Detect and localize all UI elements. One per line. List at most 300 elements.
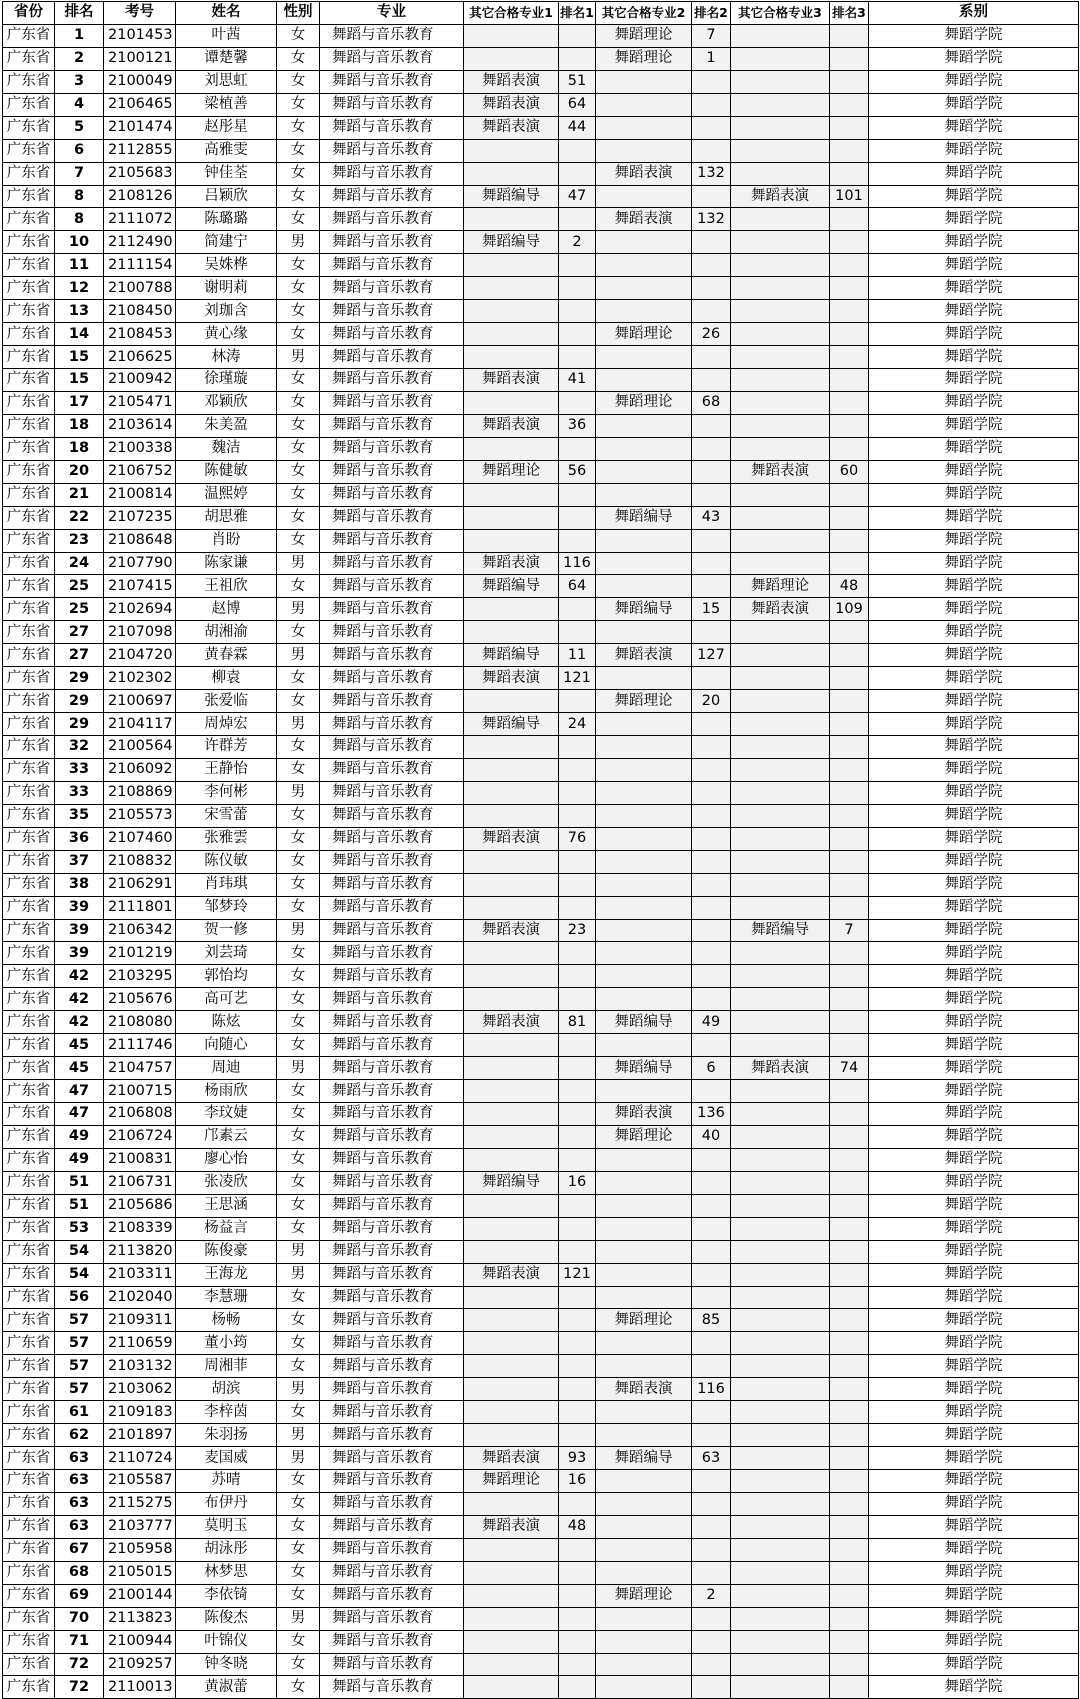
name-cell: 周焯宏 bbox=[176, 713, 277, 736]
rank-cell: 42 bbox=[55, 1011, 104, 1034]
major-cell: 舞蹈与音乐教育 bbox=[320, 506, 464, 529]
rank-cell: 42 bbox=[55, 965, 104, 988]
rank-1-cell bbox=[559, 47, 596, 70]
rank-2-cell bbox=[692, 713, 731, 736]
department-cell: 舞蹈学院 bbox=[869, 896, 1079, 919]
rank-2-cell bbox=[692, 1171, 731, 1194]
gender-cell: 男 bbox=[277, 1240, 320, 1263]
exam-id-cell: 2100049 bbox=[104, 70, 176, 93]
other-major-3-cell bbox=[731, 1378, 830, 1401]
table-row bbox=[3, 1447, 1079, 1470]
other-major-2-cell bbox=[596, 1034, 692, 1057]
other-major-3-cell bbox=[731, 552, 830, 575]
province-cell: 广东省 bbox=[3, 713, 55, 736]
rank-2-cell bbox=[692, 850, 731, 873]
other-major-3-cell bbox=[731, 208, 830, 231]
major-cell: 舞蹈与音乐教育 bbox=[320, 896, 464, 919]
department-cell: 舞蹈学院 bbox=[869, 965, 1079, 988]
major-cell: 舞蹈与音乐教育 bbox=[320, 70, 464, 93]
column-header-exam-id: 考号 bbox=[104, 2, 176, 25]
exam-id-cell: 2108648 bbox=[104, 529, 176, 552]
rank-3-cell bbox=[830, 231, 869, 254]
rank-3-cell bbox=[830, 1653, 869, 1676]
rank-cell: 25 bbox=[55, 575, 104, 598]
rank-1-cell: 64 bbox=[559, 93, 596, 116]
exam-id-cell: 2112490 bbox=[104, 231, 176, 254]
table-row bbox=[3, 1378, 1079, 1401]
other-major-3-cell bbox=[731, 1584, 830, 1607]
department-cell: 舞蹈学院 bbox=[869, 24, 1079, 47]
table-row bbox=[3, 1332, 1079, 1355]
table-row bbox=[3, 1470, 1079, 1493]
other-major-2-cell bbox=[596, 1424, 692, 1447]
province-cell: 广东省 bbox=[3, 323, 55, 346]
other-major-2-cell: 舞蹈理论 bbox=[596, 690, 692, 713]
other-major-1-cell bbox=[464, 1653, 559, 1676]
other-major-1-cell bbox=[464, 437, 559, 460]
major-cell: 舞蹈与音乐教育 bbox=[320, 1217, 464, 1240]
other-major-1-cell: 舞蹈表演 bbox=[464, 919, 559, 942]
rank-3-cell bbox=[830, 965, 869, 988]
province-cell: 广东省 bbox=[3, 70, 55, 93]
other-major-3-cell bbox=[731, 1103, 830, 1126]
rank-1-cell bbox=[559, 758, 596, 781]
rank-cell: 45 bbox=[55, 1034, 104, 1057]
table-row bbox=[3, 1515, 1079, 1538]
rank-cell: 35 bbox=[55, 804, 104, 827]
exam-id-cell: 2110724 bbox=[104, 1447, 176, 1470]
rank-3-cell bbox=[830, 391, 869, 414]
rank-1-cell bbox=[559, 1057, 596, 1080]
other-major-2-cell bbox=[596, 736, 692, 759]
name-cell: 陈仪敏 bbox=[176, 850, 277, 873]
other-major-1-cell bbox=[464, 1538, 559, 1561]
other-major-3-cell bbox=[731, 850, 830, 873]
province-cell: 广东省 bbox=[3, 231, 55, 254]
province-cell: 广东省 bbox=[3, 1171, 55, 1194]
other-major-3-cell bbox=[731, 1125, 830, 1148]
rank-2-cell: 63 bbox=[692, 1447, 731, 1470]
exam-id-cell: 2100814 bbox=[104, 483, 176, 506]
rank-1-cell bbox=[559, 942, 596, 965]
rank-3-cell bbox=[830, 1263, 869, 1286]
table-row bbox=[3, 1171, 1079, 1194]
rank-1-cell bbox=[559, 736, 596, 759]
table-row bbox=[3, 1309, 1079, 1332]
department-cell: 舞蹈学院 bbox=[869, 552, 1079, 575]
major-cell: 舞蹈与音乐教育 bbox=[320, 1470, 464, 1493]
major-cell: 舞蹈与音乐教育 bbox=[320, 1515, 464, 1538]
gender-cell: 女 bbox=[277, 1103, 320, 1126]
province-cell: 广东省 bbox=[3, 208, 55, 231]
header-row bbox=[3, 2, 1079, 25]
other-major-2-cell bbox=[596, 850, 692, 873]
table-row bbox=[3, 690, 1079, 713]
other-major-3-cell bbox=[731, 162, 830, 185]
gender-cell: 女 bbox=[277, 483, 320, 506]
major-cell: 舞蹈与音乐教育 bbox=[320, 231, 464, 254]
exam-id-cell: 2111154 bbox=[104, 254, 176, 277]
province-cell: 广东省 bbox=[3, 1538, 55, 1561]
rank-1-cell bbox=[559, 300, 596, 323]
gender-cell: 男 bbox=[277, 1607, 320, 1630]
rank-3-cell bbox=[830, 323, 869, 346]
rank-cell: 45 bbox=[55, 1057, 104, 1080]
rank-2-cell bbox=[692, 1240, 731, 1263]
name-cell: 黄心缘 bbox=[176, 323, 277, 346]
other-major-1-cell bbox=[464, 736, 559, 759]
province-cell: 广东省 bbox=[3, 1034, 55, 1057]
table-row bbox=[3, 758, 1079, 781]
rank-1-cell bbox=[559, 1561, 596, 1584]
other-major-1-cell: 舞蹈编导 bbox=[464, 644, 559, 667]
name-cell: 胡湘渝 bbox=[176, 621, 277, 644]
rank-3-cell bbox=[830, 1447, 869, 1470]
exam-id-cell: 2111072 bbox=[104, 208, 176, 231]
rank-1-cell bbox=[559, 1355, 596, 1378]
exam-id-cell: 2105573 bbox=[104, 804, 176, 827]
department-cell: 舞蹈学院 bbox=[869, 1630, 1079, 1653]
department-cell: 舞蹈学院 bbox=[869, 460, 1079, 483]
other-major-2-cell bbox=[596, 70, 692, 93]
other-major-1-cell bbox=[464, 1309, 559, 1332]
province-cell: 广东省 bbox=[3, 1492, 55, 1515]
rank-2-cell: 6 bbox=[692, 1057, 731, 1080]
other-major-3-cell bbox=[731, 1263, 830, 1286]
gender-cell: 女 bbox=[277, 1584, 320, 1607]
other-major-2-cell bbox=[596, 896, 692, 919]
rank-2-cell: 40 bbox=[692, 1125, 731, 1148]
name-cell: 陈俊豪 bbox=[176, 1240, 277, 1263]
province-cell: 广东省 bbox=[3, 552, 55, 575]
other-major-2-cell bbox=[596, 437, 692, 460]
rank-2-cell bbox=[692, 460, 731, 483]
gender-cell: 女 bbox=[277, 621, 320, 644]
department-cell: 舞蹈学院 bbox=[869, 346, 1079, 369]
rank-3-cell bbox=[830, 1355, 869, 1378]
other-major-1-cell bbox=[464, 988, 559, 1011]
exam-id-cell: 2109257 bbox=[104, 1653, 176, 1676]
major-cell: 舞蹈与音乐教育 bbox=[320, 942, 464, 965]
other-major-2-cell bbox=[596, 185, 692, 208]
province-cell: 广东省 bbox=[3, 1470, 55, 1493]
province-cell: 广东省 bbox=[3, 850, 55, 873]
other-major-1-cell: 舞蹈表演 bbox=[464, 667, 559, 690]
rank-2-cell: 68 bbox=[692, 391, 731, 414]
other-major-2-cell bbox=[596, 414, 692, 437]
rank-2-cell bbox=[692, 1217, 731, 1240]
department-cell: 舞蹈学院 bbox=[869, 1080, 1079, 1103]
other-major-2-cell bbox=[596, 1538, 692, 1561]
rank-1-cell: 51 bbox=[559, 70, 596, 93]
department-cell: 舞蹈学院 bbox=[869, 598, 1079, 621]
rank-1-cell bbox=[559, 1424, 596, 1447]
exam-id-cell: 2111801 bbox=[104, 896, 176, 919]
province-cell: 广东省 bbox=[3, 1286, 55, 1309]
other-major-1-cell: 舞蹈编导 bbox=[464, 185, 559, 208]
rank-2-cell bbox=[692, 1515, 731, 1538]
rank-3-cell bbox=[830, 1492, 869, 1515]
department-cell: 舞蹈学院 bbox=[869, 414, 1079, 437]
other-major-3-cell bbox=[731, 1676, 830, 1699]
other-major-2-cell bbox=[596, 965, 692, 988]
rank-3-cell bbox=[830, 1630, 869, 1653]
exam-id-cell: 2104720 bbox=[104, 644, 176, 667]
rank-3-cell bbox=[830, 47, 869, 70]
other-major-2-cell bbox=[596, 1194, 692, 1217]
exam-id-cell: 2105683 bbox=[104, 162, 176, 185]
name-cell: 李依锜 bbox=[176, 1584, 277, 1607]
major-cell: 舞蹈与音乐教育 bbox=[320, 758, 464, 781]
rank-2-cell bbox=[692, 667, 731, 690]
other-major-2-cell bbox=[596, 1171, 692, 1194]
table-row bbox=[3, 391, 1079, 414]
exam-id-cell: 2103311 bbox=[104, 1263, 176, 1286]
major-cell: 舞蹈与音乐教育 bbox=[320, 1676, 464, 1699]
other-major-2-cell: 舞蹈表演 bbox=[596, 1378, 692, 1401]
name-cell: 陈璐璐 bbox=[176, 208, 277, 231]
major-cell: 舞蹈与音乐教育 bbox=[320, 1607, 464, 1630]
rank-2-cell bbox=[692, 827, 731, 850]
name-cell: 高雅雯 bbox=[176, 139, 277, 162]
exam-id-cell: 2104757 bbox=[104, 1057, 176, 1080]
other-major-3-cell bbox=[731, 713, 830, 736]
other-major-1-cell bbox=[464, 162, 559, 185]
province-cell: 广东省 bbox=[3, 667, 55, 690]
name-cell: 钟冬晓 bbox=[176, 1653, 277, 1676]
other-major-3-cell bbox=[731, 300, 830, 323]
table-row bbox=[3, 1676, 1079, 1699]
rank-1-cell: 76 bbox=[559, 827, 596, 850]
other-major-1-cell bbox=[464, 1401, 559, 1424]
department-cell: 舞蹈学院 bbox=[869, 919, 1079, 942]
other-major-2-cell bbox=[596, 139, 692, 162]
rank-2-cell bbox=[692, 414, 731, 437]
rank-3-cell bbox=[830, 1286, 869, 1309]
other-major-2-cell bbox=[596, 1470, 692, 1493]
name-cell: 朱羽扬 bbox=[176, 1424, 277, 1447]
rank-cell: 29 bbox=[55, 690, 104, 713]
other-major-3-cell bbox=[731, 942, 830, 965]
rank-1-cell bbox=[559, 1538, 596, 1561]
gender-cell: 女 bbox=[277, 208, 320, 231]
rank-2-cell: 20 bbox=[692, 690, 731, 713]
other-major-3-cell bbox=[731, 70, 830, 93]
rank-2-cell bbox=[692, 231, 731, 254]
rank-1-cell bbox=[559, 437, 596, 460]
rank-1-cell: 116 bbox=[559, 552, 596, 575]
exam-id-cell: 2104117 bbox=[104, 713, 176, 736]
major-cell: 舞蹈与音乐教育 bbox=[320, 644, 464, 667]
rank-2-cell bbox=[692, 1332, 731, 1355]
rank-1-cell bbox=[559, 208, 596, 231]
rank-1-cell: 24 bbox=[559, 713, 596, 736]
other-major-1-cell bbox=[464, 300, 559, 323]
column-header-rank-2: 排名2 bbox=[692, 2, 731, 25]
name-cell: 贺一修 bbox=[176, 919, 277, 942]
gender-cell: 女 bbox=[277, 70, 320, 93]
name-cell: 许群芳 bbox=[176, 736, 277, 759]
other-major-1-cell: 舞蹈理论 bbox=[464, 460, 559, 483]
other-major-1-cell: 舞蹈编导 bbox=[464, 1171, 559, 1194]
rank-2-cell bbox=[692, 965, 731, 988]
rank-3-cell bbox=[830, 437, 869, 460]
table-row bbox=[3, 414, 1079, 437]
department-cell: 舞蹈学院 bbox=[869, 758, 1079, 781]
other-major-3-cell bbox=[731, 667, 830, 690]
rank-2-cell bbox=[692, 1401, 731, 1424]
rank-3-cell bbox=[830, 1194, 869, 1217]
rank-1-cell bbox=[559, 804, 596, 827]
rank-1-cell bbox=[559, 1630, 596, 1653]
rank-1-cell: 48 bbox=[559, 1515, 596, 1538]
exam-id-cell: 2105958 bbox=[104, 1538, 176, 1561]
rank-3-cell bbox=[830, 414, 869, 437]
province-cell: 广东省 bbox=[3, 1217, 55, 1240]
province-cell: 广东省 bbox=[3, 1676, 55, 1699]
province-cell: 广东省 bbox=[3, 1630, 55, 1653]
column-header-rank: 排名 bbox=[55, 2, 104, 25]
other-major-3-cell bbox=[731, 24, 830, 47]
province-cell: 广东省 bbox=[3, 300, 55, 323]
major-cell: 舞蹈与音乐教育 bbox=[320, 483, 464, 506]
province-cell: 广东省 bbox=[3, 1194, 55, 1217]
rank-cell: 36 bbox=[55, 827, 104, 850]
rank-2-cell bbox=[692, 139, 731, 162]
rank-2-cell: 85 bbox=[692, 1309, 731, 1332]
other-major-2-cell bbox=[596, 1515, 692, 1538]
rank-2-cell bbox=[692, 758, 731, 781]
table-row bbox=[3, 323, 1079, 346]
province-cell: 广东省 bbox=[3, 93, 55, 116]
other-major-3-cell bbox=[731, 414, 830, 437]
name-cell: 谢明莉 bbox=[176, 277, 277, 300]
rank-2-cell bbox=[692, 277, 731, 300]
name-cell: 吕颖欣 bbox=[176, 185, 277, 208]
other-major-2-cell bbox=[596, 1240, 692, 1263]
province-cell: 广东省 bbox=[3, 414, 55, 437]
table-row bbox=[3, 988, 1079, 1011]
column-header-name: 姓名 bbox=[176, 2, 277, 25]
other-major-3-cell: 舞蹈表演 bbox=[731, 185, 830, 208]
province-cell: 广东省 bbox=[3, 185, 55, 208]
rank-cell: 25 bbox=[55, 598, 104, 621]
rank-1-cell bbox=[559, 1607, 596, 1630]
other-major-3-cell bbox=[731, 965, 830, 988]
other-major-3-cell bbox=[731, 758, 830, 781]
rank-1-cell: 121 bbox=[559, 1263, 596, 1286]
department-cell: 舞蹈学院 bbox=[869, 644, 1079, 667]
rank-cell: 8 bbox=[55, 185, 104, 208]
major-cell: 舞蹈与音乐教育 bbox=[320, 1378, 464, 1401]
rank-3-cell bbox=[830, 1148, 869, 1171]
gender-cell: 女 bbox=[277, 988, 320, 1011]
name-cell: 吴姝桦 bbox=[176, 254, 277, 277]
rank-cell: 27 bbox=[55, 621, 104, 644]
exam-id-cell: 2106808 bbox=[104, 1103, 176, 1126]
other-major-3-cell bbox=[731, 736, 830, 759]
exam-id-cell: 2108126 bbox=[104, 185, 176, 208]
other-major-1-cell bbox=[464, 1378, 559, 1401]
rank-2-cell: 116 bbox=[692, 1378, 731, 1401]
gender-cell: 女 bbox=[277, 1355, 320, 1378]
department-cell: 舞蹈学院 bbox=[869, 781, 1079, 804]
other-major-3-cell bbox=[731, 1286, 830, 1309]
department-cell: 舞蹈学院 bbox=[869, 1034, 1079, 1057]
rank-cell: 29 bbox=[55, 713, 104, 736]
exam-id-cell: 2102040 bbox=[104, 1286, 176, 1309]
province-cell: 广东省 bbox=[3, 621, 55, 644]
gender-cell: 女 bbox=[277, 1171, 320, 1194]
other-major-3-cell bbox=[731, 254, 830, 277]
name-cell: 麦国威 bbox=[176, 1447, 277, 1470]
rank-2-cell: 132 bbox=[692, 162, 731, 185]
rank-cell: 18 bbox=[55, 414, 104, 437]
department-cell: 舞蹈学院 bbox=[869, 1538, 1079, 1561]
province-cell: 广东省 bbox=[3, 1561, 55, 1584]
name-cell: 王海龙 bbox=[176, 1263, 277, 1286]
rank-1-cell bbox=[559, 1217, 596, 1240]
exam-id-cell: 2100944 bbox=[104, 1630, 176, 1653]
rank-2-cell bbox=[692, 621, 731, 644]
rank-3-cell: 74 bbox=[830, 1057, 869, 1080]
other-major-1-cell: 舞蹈编导 bbox=[464, 575, 559, 598]
table-row bbox=[3, 1034, 1079, 1057]
gender-cell: 女 bbox=[277, 1034, 320, 1057]
name-cell: 董小筠 bbox=[176, 1332, 277, 1355]
table-row bbox=[3, 1217, 1079, 1240]
other-major-2-cell bbox=[596, 1217, 692, 1240]
other-major-3-cell bbox=[731, 1080, 830, 1103]
rank-cell: 33 bbox=[55, 781, 104, 804]
other-major-2-cell bbox=[596, 575, 692, 598]
rank-cell: 49 bbox=[55, 1125, 104, 1148]
other-major-1-cell bbox=[464, 1607, 559, 1630]
rank-1-cell bbox=[559, 1286, 596, 1309]
other-major-3-cell bbox=[731, 1240, 830, 1263]
exam-id-cell: 2108450 bbox=[104, 300, 176, 323]
department-cell: 舞蹈学院 bbox=[869, 690, 1079, 713]
department-cell: 舞蹈学院 bbox=[869, 1653, 1079, 1676]
exam-id-cell: 2111746 bbox=[104, 1034, 176, 1057]
gender-cell: 女 bbox=[277, 667, 320, 690]
major-cell: 舞蹈与音乐教育 bbox=[320, 621, 464, 644]
exam-id-cell: 2106465 bbox=[104, 93, 176, 116]
rank-3-cell bbox=[830, 300, 869, 323]
other-major-3-cell bbox=[731, 346, 830, 369]
rank-cell: 1 bbox=[55, 24, 104, 47]
rank-3-cell bbox=[830, 506, 869, 529]
department-cell: 舞蹈学院 bbox=[869, 1217, 1079, 1240]
rank-cell: 2 bbox=[55, 47, 104, 70]
name-cell: 布伊丹 bbox=[176, 1492, 277, 1515]
exam-id-cell: 2100338 bbox=[104, 437, 176, 460]
major-cell: 舞蹈与音乐教育 bbox=[320, 1125, 464, 1148]
department-cell: 舞蹈学院 bbox=[869, 47, 1079, 70]
province-cell: 广东省 bbox=[3, 277, 55, 300]
department-cell: 舞蹈学院 bbox=[869, 1309, 1079, 1332]
table-row bbox=[3, 804, 1079, 827]
rank-cell: 20 bbox=[55, 460, 104, 483]
column-header-major: 专业 bbox=[320, 2, 464, 25]
name-cell: 胡思雅 bbox=[176, 506, 277, 529]
rank-3-cell bbox=[830, 1240, 869, 1263]
gender-cell: 女 bbox=[277, 369, 320, 392]
rank-cell: 15 bbox=[55, 369, 104, 392]
major-cell: 舞蹈与音乐教育 bbox=[320, 1263, 464, 1286]
other-major-2-cell bbox=[596, 621, 692, 644]
department-cell: 舞蹈学院 bbox=[869, 1447, 1079, 1470]
